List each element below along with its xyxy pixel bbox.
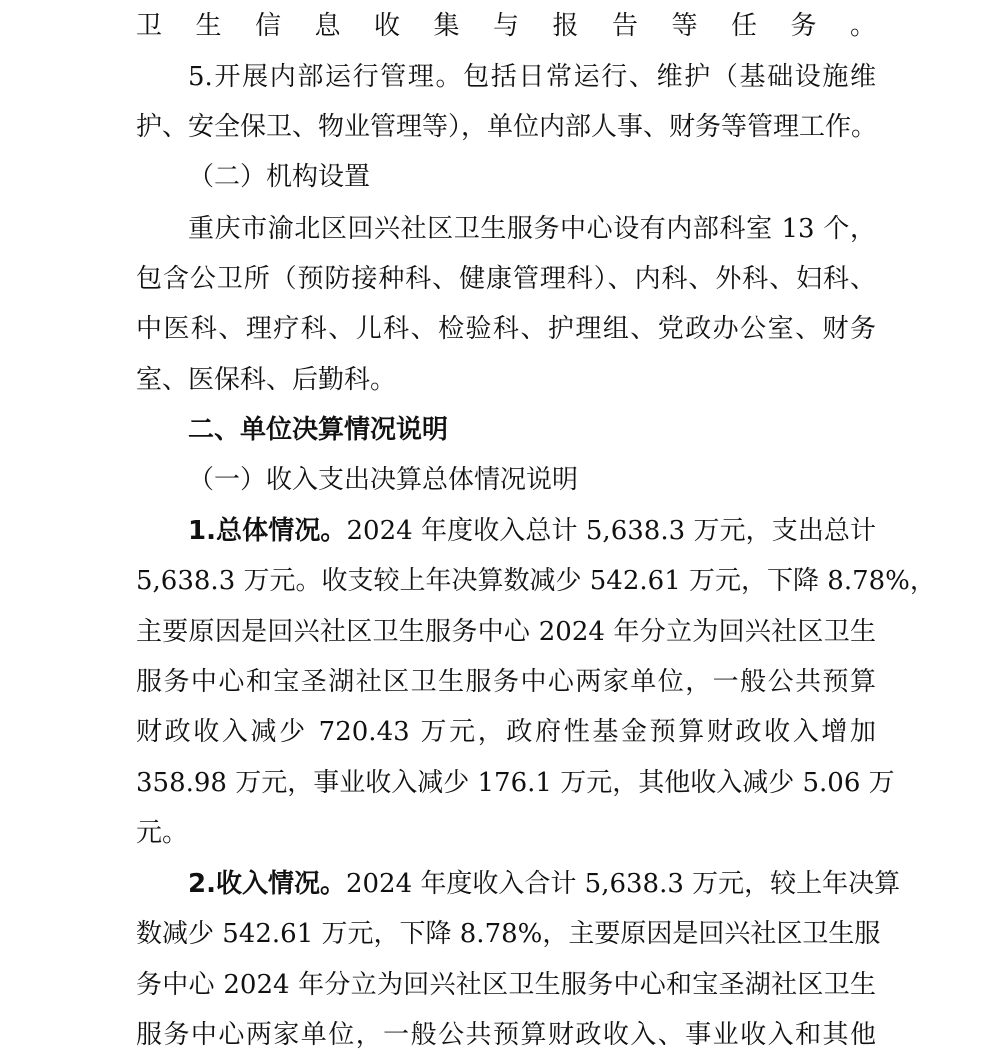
paragraph-lead: 2.收入情况。 [188, 869, 346, 899]
body-text-line: 主要原因是回兴社区卫生服务中心 2024 年分立为回兴社区卫生 [136, 617, 876, 647]
section-subheading: （一）收入支出决算总体情况说明 [188, 465, 579, 495]
body-text-line: 1.总体情况。2024 年度收入总计 5,638.3 万元，支出总计 [188, 516, 877, 546]
body-text-line: 服务中心两家单位，一般公共预算财政收入、事业收入和其他 [136, 1020, 876, 1050]
body-text-line: 2.收入情况。2024 年度收入合计 5,638.3 万元，较上年决算 [188, 869, 901, 899]
body-text-line: 数减少 542.61 万元，下降 8.78%，主要原因是回兴社区卫生服 [136, 919, 881, 949]
body-text-line: 卫生信息收集与报告等任务。 [136, 11, 876, 41]
paragraph-lead: 1.总体情况。 [188, 516, 347, 546]
body-text-line: 务中心 2024 年分立为回兴社区卫生服务中心和宝圣湖社区卫生 [136, 970, 876, 1000]
body-text-line: 中医科、理疗科、儿科、检验科、护理组、党政办公室、财务 [136, 314, 876, 344]
body-text-line: 包含公卫所（预防接种科、健康管理科）、内科、外科、妇科、 [136, 264, 876, 294]
body-text-line: 5.开展内部运行管理。包括日常运行、维护（基础设施维 [188, 62, 876, 92]
body-text-line: 服务中心和宝圣湖社区卫生服务中心两家单位，一般公共预算 [136, 667, 876, 697]
section-subheading: （二）机构设置 [188, 162, 371, 192]
section-heading: 二、单位决算情况说明 [188, 415, 449, 445]
body-text-line: 358.98 万元，事业收入减少 176.1 万元，其他收入减少 5.06 万 [136, 768, 895, 798]
body-text-line: 财政收入减少 720.43 万元，政府性基金预算财政收入增加 [136, 717, 876, 747]
body-text-line: 5,638.3 万元。收支较上年决算数减少 542.61 万元，下降 8.78%， [136, 566, 936, 596]
body-text-line: 室、医保科、后勤科。 [136, 365, 397, 395]
body-text-line: 元。 [136, 818, 189, 848]
body-text-line: 重庆市渝北区回兴社区卫生服务中心设有内部科室 13 个， [188, 214, 876, 244]
body-text-line: 护、安全保卫、物业管理等），单位内部人事、财务等管理工作。 [136, 112, 878, 142]
